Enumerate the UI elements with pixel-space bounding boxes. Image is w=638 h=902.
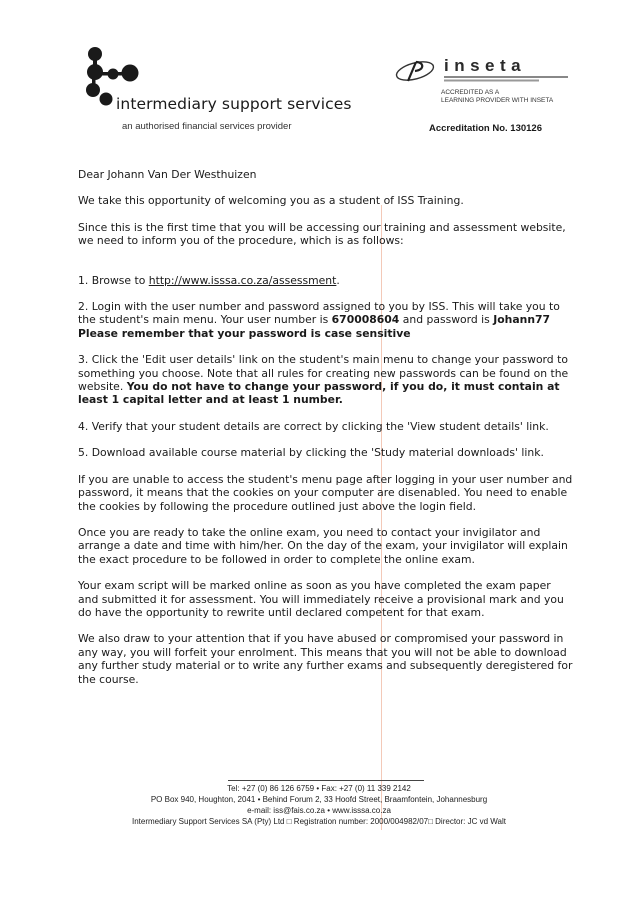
footer-phone: Tel: +27 (0) 86 126 6759 • Fax: +27 (0) 11 339 2142 [227,784,411,793]
intro-paragraph: We take this opportunity of welcoming you as a student of ISS Training. [78,194,464,208]
footer-registration: Intermediary Support Services SA (Pty) Ltd □ Registration number: 2000/004982/07□ Director: JC vd Walt [132,817,506,826]
user-number: 670008604 [331,313,400,327]
step-3: 3. Click the 'Edit user details' link on the student's main menu to change your password to something you choose. Note that all rules for creating new passwords can be found on the website. You do not have to change your password, if you do, it must contain at least 1 capital letter and at least 1 number. [78,353,569,407]
marking-paragraph: Your exam script will be marked online as soon as you have completed the exam paper and submitted it for assessment. You will immediately receive a provisional mark and you do have the opportunity to rewrite until declared competent for that exam. [78,579,564,619]
inseta-fine-print-icon [444,76,568,82]
exam-paragraph: Once you are ready to take the online exam, you need to contact your invigilator and arrange a date and time with him/her. On the day of the exam, your invigilator will explain the exact procedure to be followed in order to complete the online exam. [78,525,568,566]
brand-name: intermediary support services [116,95,352,113]
assessment-link[interactable]: http://www.isssa.co.za/assessment [148,273,337,287]
footer [0,783,638,827]
step-1: 1. Browse to http://www.isssa.co.za/assessment. [78,273,340,287]
procedure-intro: Since this is the first time that you will be accessing our training and assessment website, we need to inform you of the procedure, which is as follows: [78,220,566,248]
salutation: Dear Johann Van Der Westhuizen [78,168,257,181]
accreditation-number: Accreditation No. 130126 [429,123,542,134]
cookies-paragraph: If you are unable to access the student's menu page after logging in your user number and password, it means that the cookies on your computer are disenabled. You need to enable the cookies by following the procedure outlined just above the login field. [78,472,573,513]
inseta-logo-icon [394,56,436,86]
abuse-paragraph: We also draw to your attention that if you have abused or compromised your password in any way, you will forfeit your enrolment. This means that you will not be able to download any further study material or to write any further exams and subsequently deregistered for the course. [78,632,573,686]
accredited-line-2: LEARNING PROVIDER WITH INSETA [441,97,554,104]
step-2: 2. Login with the user number and password assigned to you by ISS. This will take you to the student's main menu. Your user number is 670008604 and password is Johann77 Please remember that your password is case sensitive [78,300,560,340]
accredited-line-1: ACCREDITED AS A [441,89,500,96]
password-rule: You do not have to change your password, if you do, it must contain at least 1 capital letter and at least 1 number. [78,380,560,407]
inseta-wordmark: inseta [444,56,527,75]
accreditation-statement [441,89,553,105]
footer-contact: e-mail: iss@fais.co.za • www.isssa.co.za [247,806,391,815]
step-5: 5. Download available course material by clicking the 'Study material downloads' link. [78,446,544,460]
password: Johann77 [493,313,551,327]
step-4: 4. Verify that your student details are correct by clicking the 'View student details' link. [78,419,549,433]
brand-tagline: an authorised financial services provider [122,121,292,132]
letter-body [78,168,574,686]
footer-address: PO Box 940, Houghton, 2041 • Behind Forum 2, 33 Hoofd Street, Braamfontein, Johannesburg [150,795,488,804]
footer-rule [228,780,424,781]
case-sensitive-warning: Please remember that your password is case sensitive [78,326,411,340]
